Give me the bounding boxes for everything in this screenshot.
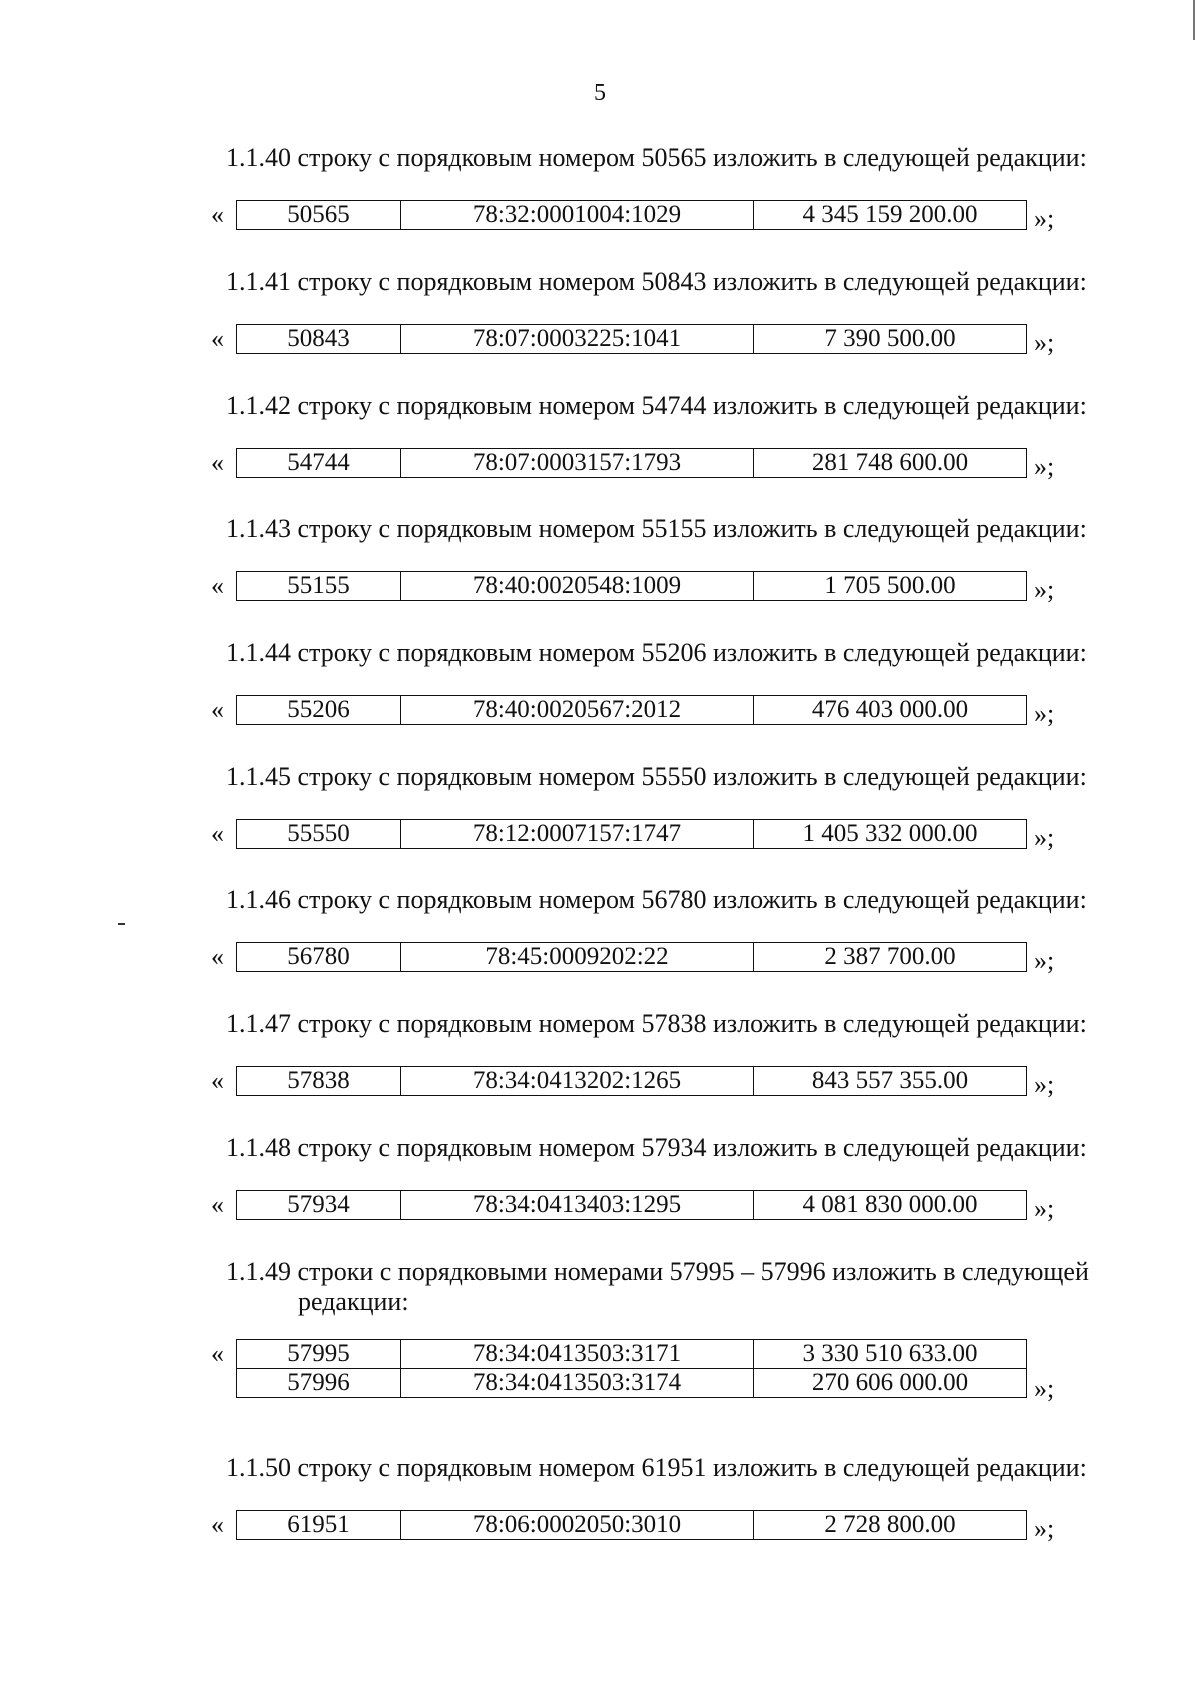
cadastral-number-cell: 78:45:0009202:22 <box>401 943 754 972</box>
cadastral-value-cell: 2 728 800.00 <box>754 1511 1027 1540</box>
table-row <box>237 572 1027 601</box>
opening-quote: « <box>211 571 224 600</box>
cadastral-value-cell: 843 557 355.00 <box>754 1067 1027 1096</box>
row-number-cell: 61951 <box>237 1511 401 1540</box>
cadastral-number-cell: 78:34:0413202:1265 <box>401 1067 754 1096</box>
registry-row-table <box>236 695 1027 725</box>
opening-quote: « <box>211 1339 224 1368</box>
opening-quote: « <box>211 942 224 971</box>
closing-quote: »; <box>1034 1374 1055 1403</box>
table-row <box>237 1369 1027 1398</box>
opening-quote: « <box>211 448 224 477</box>
registry-row-table <box>236 1339 1027 1398</box>
table-row <box>237 943 1027 972</box>
row-number-cell: 50843 <box>237 325 401 354</box>
amendment-heading <box>226 762 1087 792</box>
page-number: 5 <box>594 80 606 106</box>
amendment-heading <box>226 143 1087 173</box>
cadastral-value-cell: 4 081 830 000.00 <box>754 1191 1027 1220</box>
closing-quote: »; <box>1034 1514 1055 1543</box>
registry-row-table <box>236 819 1027 849</box>
closing-quote: »; <box>1034 452 1055 481</box>
cadastral-number-cell: 78:06:0002050:3010 <box>401 1511 754 1540</box>
closing-quote: »; <box>1034 1070 1055 1099</box>
cadastral-number-cell: 78:12:0007157:1747 <box>401 820 754 849</box>
opening-quote: « <box>211 1510 224 1539</box>
cadastral-number-cell: 78:07:0003157:1793 <box>401 449 754 478</box>
registry-row-table <box>236 200 1027 230</box>
table-row <box>237 449 1027 478</box>
row-number-cell: 55206 <box>237 696 401 725</box>
closing-quote: »; <box>1034 823 1055 852</box>
row-number-cell: 54744 <box>237 449 401 478</box>
cadastral-value-cell: 1 405 332 000.00 <box>754 820 1027 849</box>
table-row <box>237 1191 1027 1220</box>
closing-quote: »; <box>1034 204 1055 233</box>
cadastral-number-cell: 78:40:0020548:1009 <box>401 572 754 601</box>
row-number-cell: 57838 <box>237 1067 401 1096</box>
registry-row-table <box>236 1190 1027 1220</box>
heading-text: 1.1.50 строку с порядковым номером 61951 изложить в следующей редакции: <box>226 1453 1087 1482</box>
heading-continuation: редакции: <box>298 1287 409 1316</box>
closing-quote: »; <box>1034 328 1055 357</box>
heading-text: 1.1.41 строку с порядковым номером 50843 изложить в следующей редакции: <box>226 267 1087 296</box>
registry-row-table <box>236 324 1027 354</box>
amendment-heading <box>226 391 1087 421</box>
closing-quote: »; <box>1034 699 1055 728</box>
heading-text: 1.1.46 строку с порядковым номером 56780 изложить в следующей редакции: <box>226 885 1087 914</box>
opening-quote: « <box>211 1066 224 1095</box>
opening-quote: « <box>211 324 224 353</box>
amendment-heading <box>226 1133 1087 1163</box>
opening-quote: « <box>211 695 224 724</box>
amendment-heading <box>226 514 1087 544</box>
amendment-heading <box>226 1009 1087 1039</box>
cadastral-number-cell: 78:07:0003225:1041 <box>401 325 754 354</box>
registry-row-table <box>236 571 1027 601</box>
table-row <box>237 1511 1027 1540</box>
heading-text: 1.1.47 строку с порядковым номером 57838 изложить в следующей редакции: <box>226 1009 1087 1038</box>
heading-text: 1.1.42 строку с порядковым номером 54744 изложить в следующей редакции: <box>226 391 1087 420</box>
table-row <box>237 201 1027 230</box>
margin-mark <box>118 923 125 925</box>
table-row <box>237 696 1027 725</box>
opening-quote: « <box>211 819 224 848</box>
cadastral-number-cell: 78:34:0413503:3171 <box>401 1340 754 1369</box>
cadastral-value-cell: 2 387 700.00 <box>754 943 1027 972</box>
amendment-heading <box>226 638 1087 668</box>
registry-row-table <box>236 942 1027 972</box>
heading-text: 1.1.44 строку с порядковым номером 55206 изложить в следующей редакции: <box>226 638 1087 667</box>
cadastral-value-cell: 1 705 500.00 <box>754 572 1027 601</box>
table-row <box>237 325 1027 354</box>
closing-quote: »; <box>1034 575 1055 604</box>
amendment-heading <box>226 267 1087 297</box>
heading-text: 1.1.45 строку с порядковым номером 55550 изложить в следующей редакции: <box>226 762 1087 791</box>
heading-text: 1.1.43 строку с порядковым номером 55155 изложить в следующей редакции: <box>226 514 1087 543</box>
cadastral-value-cell: 7 390 500.00 <box>754 325 1027 354</box>
registry-row-table <box>236 448 1027 478</box>
closing-quote: »; <box>1034 946 1055 975</box>
row-number-cell: 50565 <box>237 201 401 230</box>
row-number-cell: 57995 <box>237 1340 401 1369</box>
registry-row-table <box>236 1510 1027 1540</box>
row-number-cell: 57996 <box>237 1369 401 1398</box>
table-row <box>237 820 1027 849</box>
cadastral-value-cell: 270 606 000.00 <box>754 1369 1027 1398</box>
heading-text: 1.1.40 строку с порядковым номером 50565 изложить в следующей редакции: <box>226 143 1087 172</box>
row-number-cell: 55550 <box>237 820 401 849</box>
scan-edge-mark <box>1193 0 1195 40</box>
opening-quote: « <box>211 1190 224 1219</box>
cadastral-value-cell: 4 345 159 200.00 <box>754 201 1027 230</box>
table-row <box>237 1340 1027 1369</box>
table-row <box>237 1067 1027 1096</box>
opening-quote: « <box>211 200 224 229</box>
registry-row-table <box>236 1066 1027 1096</box>
row-number-cell: 56780 <box>237 943 401 972</box>
row-number-cell: 55155 <box>237 572 401 601</box>
amendment-heading <box>226 1453 1087 1483</box>
cadastral-number-cell: 78:34:0413503:3174 <box>401 1369 754 1398</box>
cadastral-number-cell: 78:40:0020567:2012 <box>401 696 754 725</box>
cadastral-number-cell: 78:32:0001004:1029 <box>401 201 754 230</box>
heading-text: 1.1.49 строки с порядковыми номерами 57995 – 57996 изложить в следующей <box>226 1257 1089 1286</box>
cadastral-number-cell: 78:34:0413403:1295 <box>401 1191 754 1220</box>
heading-text: 1.1.48 строку с порядковым номером 57934 изложить в следующей редакции: <box>226 1133 1087 1162</box>
amendment-heading <box>226 1257 1122 1317</box>
amendment-heading <box>226 885 1087 915</box>
cadastral-value-cell: 476 403 000.00 <box>754 696 1027 725</box>
cadastral-value-cell: 3 330 510 633.00 <box>754 1340 1027 1369</box>
cadastral-value-cell: 281 748 600.00 <box>754 449 1027 478</box>
closing-quote: »; <box>1034 1194 1055 1223</box>
row-number-cell: 57934 <box>237 1191 401 1220</box>
